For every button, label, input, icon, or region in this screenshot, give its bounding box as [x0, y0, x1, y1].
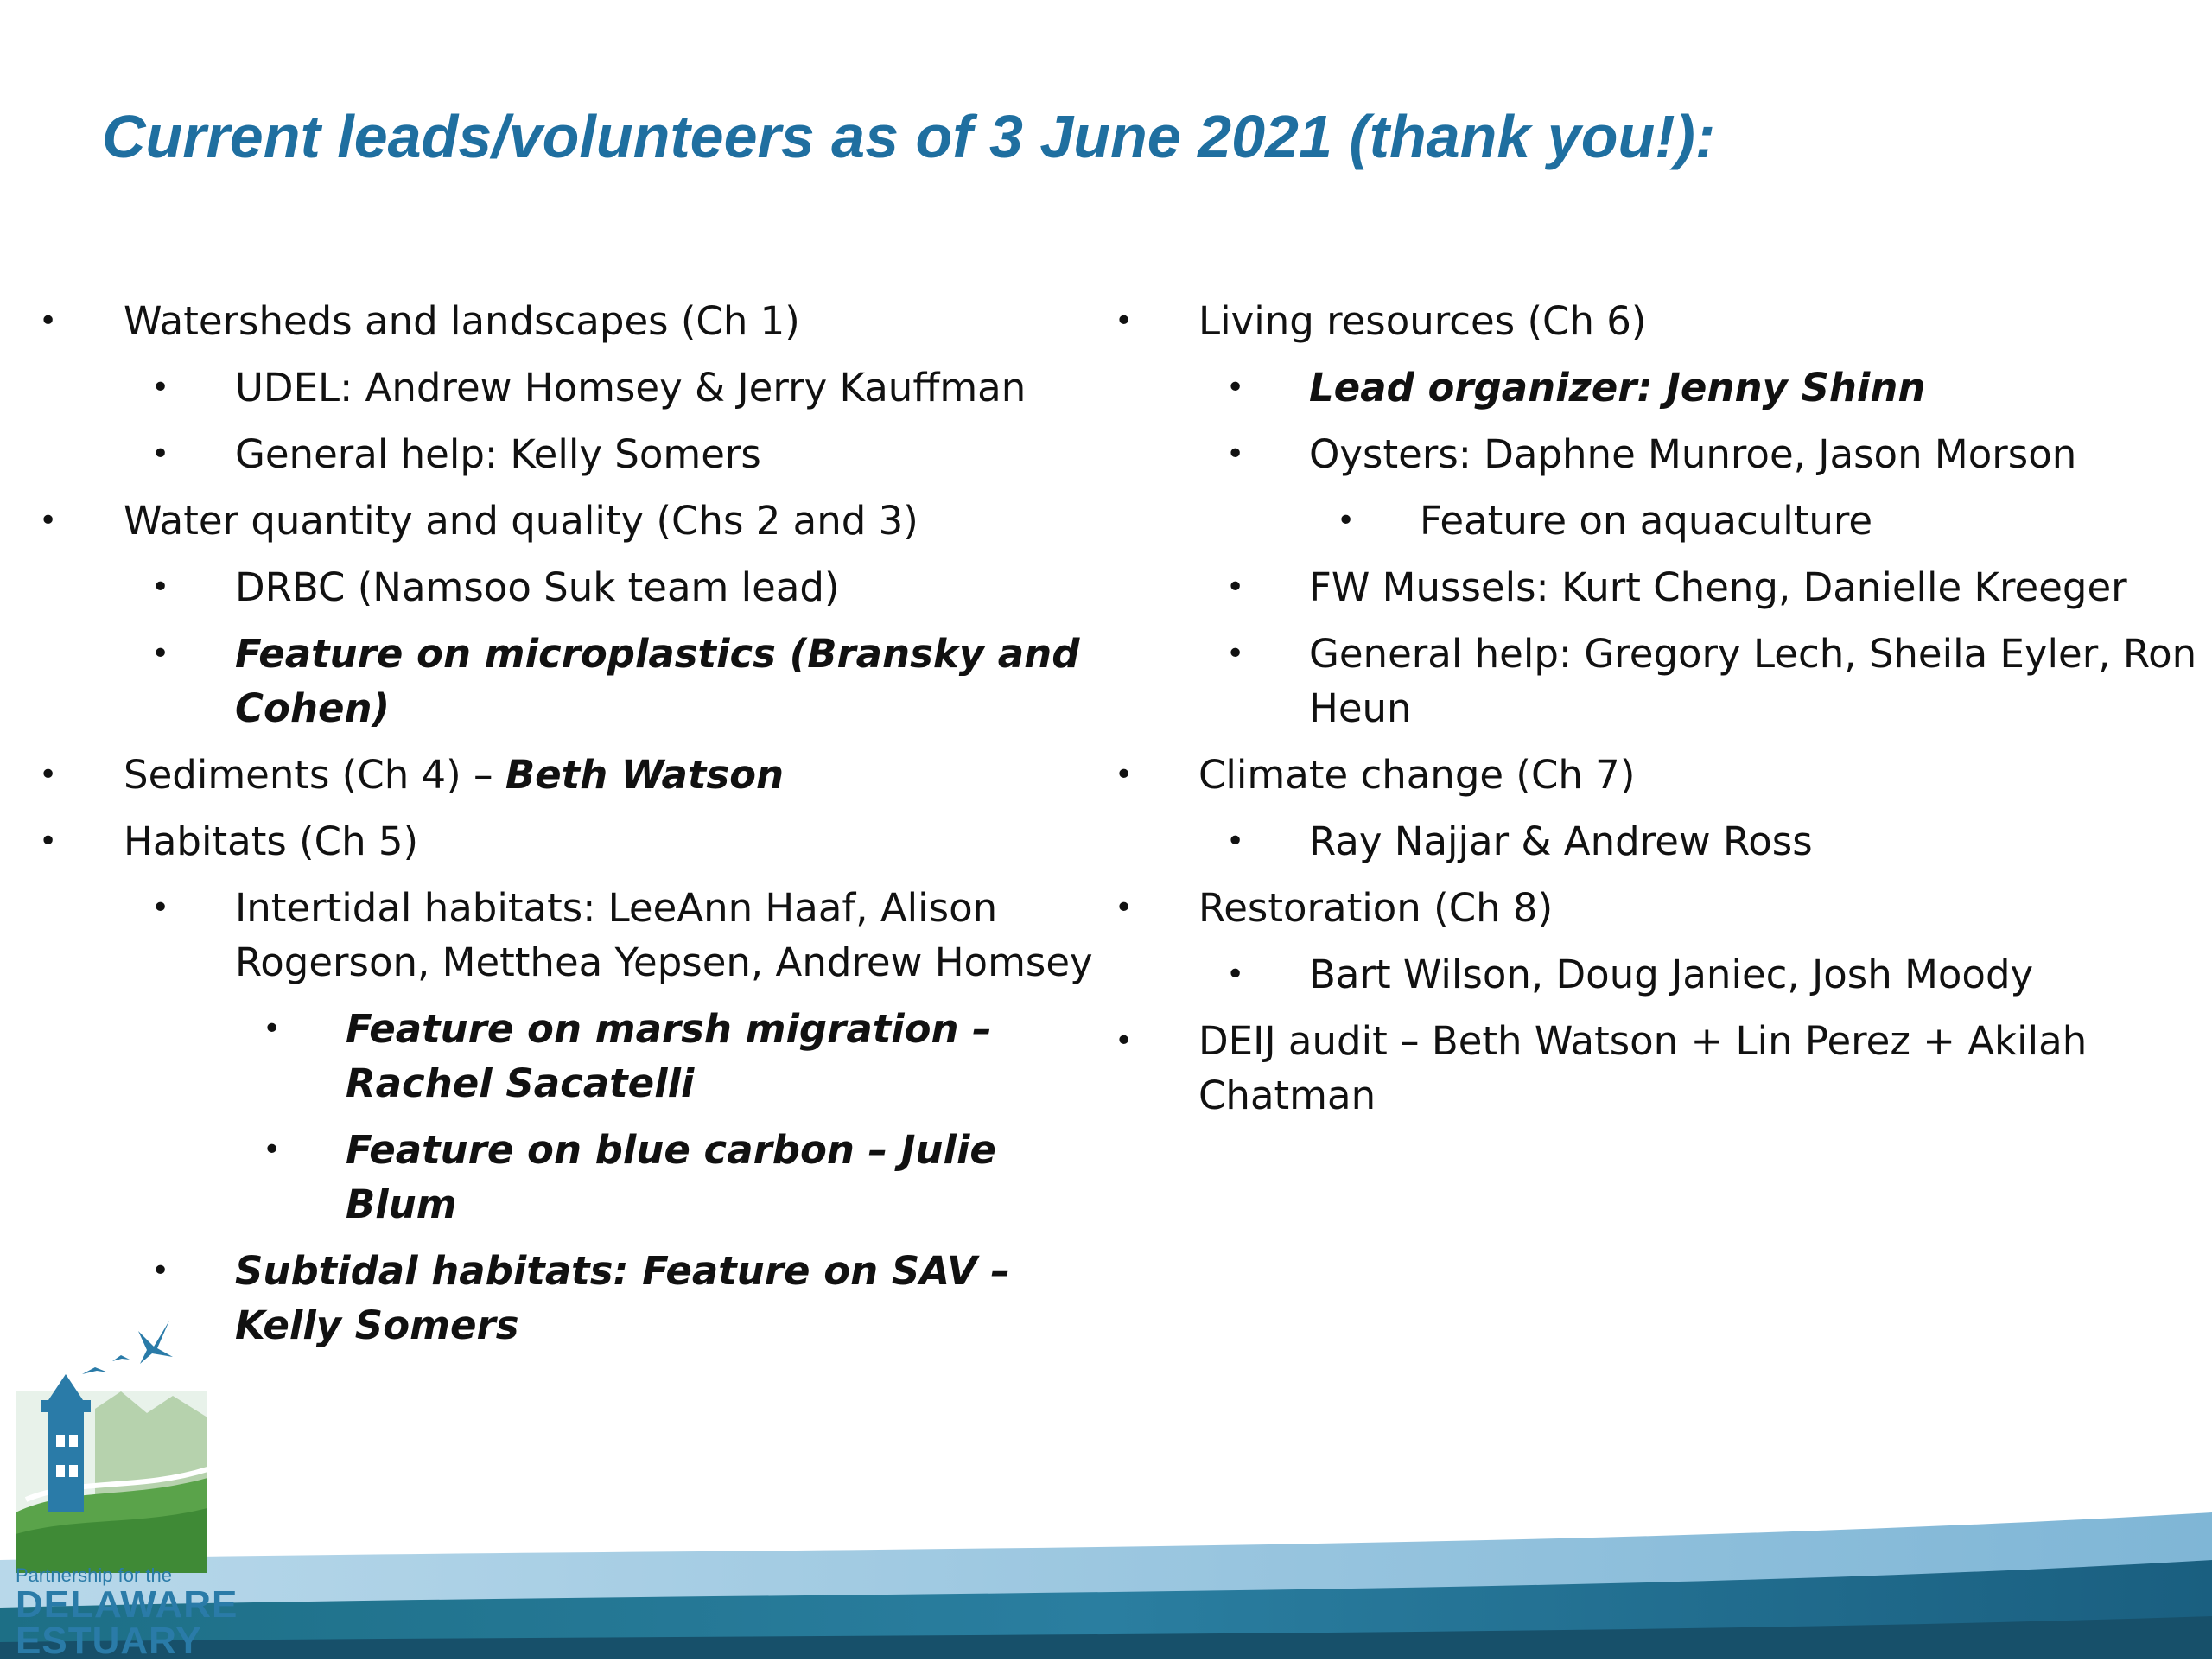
item-text: General help: Kelly Somers	[235, 431, 761, 477]
partnership-logo	[0, 1314, 238, 1662]
bullet-icon: •	[39, 503, 58, 538]
bullet-icon: •	[1226, 636, 1245, 672]
bullet-icon: •	[151, 370, 170, 405]
list-item	[1076, 427, 2212, 481]
item-text: DEIJ audit – Beth Watson + Lin Perez + Akilah Chatman	[1198, 1018, 2088, 1118]
list-item	[1076, 881, 2212, 935]
list-item	[1076, 294, 2212, 348]
item-text: DRBC (Namsoo Suk team lead)	[235, 564, 840, 610]
list-item	[0, 1002, 1115, 1111]
bullet-icon: •	[39, 824, 58, 859]
bullet-icon: •	[39, 757, 58, 793]
slide-title: Current leads/volunteers as of 3 June 2021 (thank you!):	[102, 103, 1716, 170]
bullet-icon: •	[1115, 757, 1134, 793]
item-name: Beth Watson	[505, 752, 785, 798]
list-item	[0, 427, 1115, 481]
bullet-icon: •	[1115, 1023, 1134, 1059]
bullet-icon: •	[263, 1132, 282, 1168]
item-text: Feature on blue carbon – Julie Blum	[346, 1127, 996, 1227]
bullet-icon: •	[1226, 570, 1245, 605]
list-item	[1076, 494, 2212, 548]
list-item	[0, 881, 1115, 990]
list-item	[0, 560, 1115, 614]
bullet-icon: •	[151, 436, 170, 472]
item-text: Bart Wilson, Doug Janiec, Josh Moody	[1309, 952, 2034, 997]
list-item	[1076, 748, 2212, 802]
list-item	[0, 1123, 1115, 1232]
list-item	[1076, 1014, 2212, 1123]
bullet-icon: •	[263, 1011, 282, 1047]
bullet-icon: •	[39, 303, 58, 339]
item-text: Feature on microplastics (Bransky and Cohen)	[235, 631, 1080, 731]
bullet-icon: •	[151, 890, 170, 926]
left-list	[0, 294, 1115, 1353]
item-text: Feature on marsh migration – Rachel Sacatelli	[346, 1006, 992, 1106]
list-item	[1076, 627, 2212, 735]
left-column	[0, 294, 1115, 1365]
list-item	[0, 294, 1115, 348]
footer-wave	[0, 1512, 2212, 1662]
list-item	[1076, 814, 2212, 869]
item-text: Lead organizer: Jenny Shinn	[1309, 365, 1926, 411]
item-text: FW Mussels: Kurt Cheng, Danielle Kreeger	[1309, 564, 2127, 610]
bullet-icon: •	[1226, 957, 1245, 992]
item-text: Climate change (Ch 7)	[1198, 752, 1636, 798]
logo-line-2: DELAWARE	[16, 1583, 238, 1626]
list-item	[1076, 560, 2212, 614]
item-text: General help: Gregory Lech, Sheila Eyler, Ron Heun	[1309, 631, 2197, 731]
list-item	[0, 360, 1115, 415]
logo-line-3: ESTUARY	[16, 1620, 202, 1662]
item-text: Oysters: Daphne Munroe, Jason Morson	[1309, 431, 2077, 477]
lighthouse-logo-icon	[0, 1314, 220, 1573]
bullet-icon: •	[151, 636, 170, 672]
item-text: Feature on aquaculture	[1420, 498, 1873, 544]
list-item	[0, 627, 1115, 735]
item-text: Watersheds and landscapes (Ch 1)	[124, 298, 800, 344]
list-item	[0, 748, 1115, 802]
item-text: Subtidal habitats: Feature on SAV – Kelly Somers	[235, 1248, 1010, 1348]
right-column	[1076, 294, 2212, 1135]
item-text: Ray Najjar & Andrew Ross	[1309, 818, 1813, 864]
item-text: Intertidal habitats: LeeAnn Haaf, Alison Rogerson, Metthea Yepsen, Andrew Homsey	[235, 885, 1093, 985]
bullet-icon: •	[151, 1253, 170, 1289]
bullet-icon: •	[1226, 370, 1245, 405]
item-text: Water quantity and quality (Chs 2 and 3)	[124, 498, 918, 544]
list-item	[1076, 360, 2212, 415]
item-text: UDEL: Andrew Homsey & Jerry Kauffman	[235, 365, 1027, 411]
item-text: Sediments (Ch 4) –	[124, 752, 505, 798]
bullet-icon: •	[151, 570, 170, 605]
bullet-icon: •	[1115, 303, 1134, 339]
bullet-icon: •	[1115, 890, 1134, 926]
bullet-icon: •	[1226, 436, 1245, 472]
list-item	[0, 494, 1115, 548]
bullet-icon: •	[1226, 824, 1245, 859]
list-item	[0, 814, 1115, 869]
item-text: Living resources (Ch 6)	[1198, 298, 1647, 344]
logo-line-1: Partnership for the	[16, 1564, 172, 1586]
logo-text	[16, 1564, 238, 1662]
right-list	[1076, 294, 2212, 1123]
list-item	[1076, 947, 2212, 1002]
item-text: Restoration (Ch 8)	[1198, 885, 1554, 931]
item-text: Habitats (Ch 5)	[124, 818, 419, 864]
bullet-icon: •	[1337, 503, 1356, 538]
